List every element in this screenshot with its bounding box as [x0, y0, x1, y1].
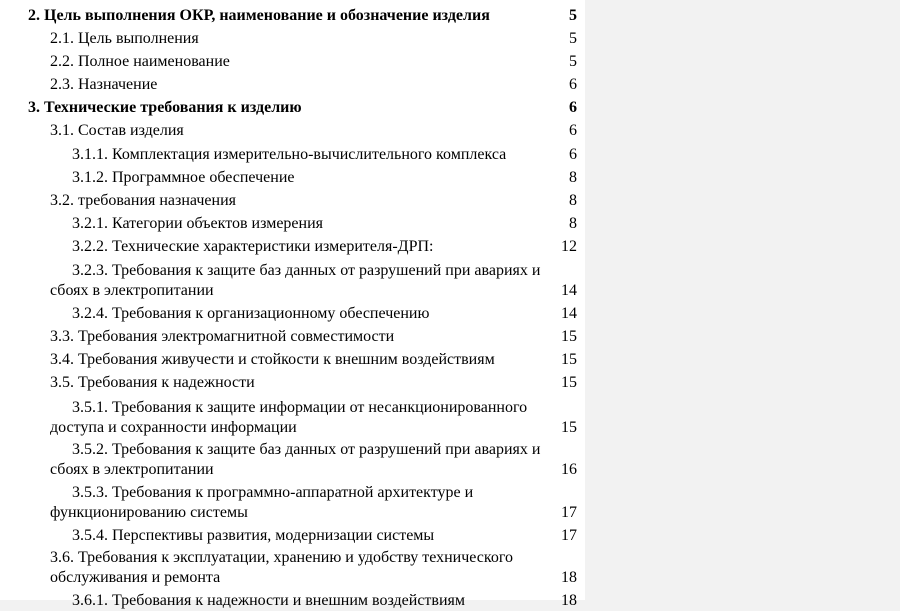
toc-entry-3-2-1[interactable] [72, 214, 577, 234]
toc-entry-page: 15 [561, 351, 577, 368]
toc-entry-title-continued: функционированию системы [50, 504, 248, 521]
toc-entry-page: 16 [561, 461, 577, 478]
toc-entry-page: 5 [569, 7, 577, 24]
toc-entry-title: 3.2.2. Технические характеристики измерителя-ДРП: [72, 238, 434, 255]
toc-entry-2-3[interactable] [50, 75, 577, 95]
toc-entry-page: 18 [561, 569, 577, 586]
toc-entry-page: 6 [569, 146, 577, 163]
toc-entry-page: 5 [569, 53, 577, 70]
toc-entry-title: 3.2.3. Требования к защите баз данных от разрушений при авариях и [72, 262, 541, 279]
toc-entry-3-2-2[interactable] [72, 237, 577, 257]
toc-entry-3-1[interactable] [50, 121, 577, 141]
toc-entry-title: 3.2.1. Категории объектов измерения [72, 215, 324, 232]
toc-entry-title: 2.2. Полное наименование [50, 53, 230, 70]
toc-entry-3-5[interactable] [50, 373, 577, 393]
toc-entry-3-2-4[interactable] [72, 304, 577, 324]
toc-entry-title: 3.6. Требования к эксплуатации, хранению и удобству технического [50, 549, 514, 566]
toc-entry-title-continued: доступа и сохранности информации [50, 419, 297, 436]
toc-entry-3-2[interactable] [50, 191, 577, 211]
toc-entry-3-1-1[interactable] [72, 145, 577, 165]
toc-entry-title: 3.2.4. Требования к организационному обеспечению [72, 305, 430, 322]
toc-entry-title: 3.1.1. Комплектация измерительно-вычислительного комплекса [72, 146, 507, 163]
toc-entry-page: 14 [561, 305, 577, 322]
toc-entry-title: 3.3. Требования электромагнитной совместимости [50, 328, 395, 345]
toc-entry-title: 2.1. Цель выполнения [50, 30, 199, 47]
toc-entry-3-5-3[interactable] [50, 483, 577, 523]
toc-entry-3-2-3[interactable] [50, 261, 577, 301]
toc-entry-page: 15 [561, 328, 577, 345]
toc-entry-3-6-1[interactable] [72, 591, 577, 611]
toc-entry-page: 8 [569, 192, 577, 209]
toc-entry-page: 8 [569, 169, 577, 186]
toc-entry-title-continued: сбоях в электропитании [50, 461, 214, 478]
toc-entry-page: 8 [569, 215, 577, 232]
toc-entry-page: 17 [561, 527, 577, 544]
toc-entry-page: 6 [569, 122, 577, 139]
toc-entry-title: 3.5.3. Требования к программно-аппаратной архитектуре и [72, 484, 474, 501]
toc-entry-title: 3. Технические требования к изделию [28, 99, 302, 116]
toc-entry-page: 15 [561, 374, 577, 391]
toc-entry-title: 3.5. Требования к надежности [50, 374, 255, 391]
toc-entry-title: 3.5.2. Требования к защите баз данных от разрушений при авариях и [72, 441, 541, 458]
toc-entry-title: 3.5.4. Перспективы развития, модернизации системы [72, 527, 435, 544]
toc-entry-page: 18 [561, 592, 577, 609]
toc-entry-3-5-4[interactable] [72, 526, 577, 546]
toc-entry-3[interactable] [28, 98, 577, 118]
toc-entry-3-1-2[interactable] [72, 168, 577, 188]
toc-entry-title: 3.2. требования назначения [50, 192, 236, 209]
toc-entry-page: 17 [561, 504, 577, 521]
toc-entry-2-1[interactable] [50, 29, 577, 49]
toc-entry-page: 12 [561, 238, 577, 255]
toc-entry-3-6[interactable] [50, 548, 577, 588]
toc-entry-3-3[interactable] [50, 327, 577, 347]
toc-entry-title: 3.6.1. Требования к надежности и внешним воздействиям [72, 592, 466, 609]
toc-entry-3-4[interactable] [50, 350, 577, 370]
toc-entry-title: 3.1.2. Программное обеспечение [72, 169, 295, 186]
toc-entry-page: 14 [561, 282, 577, 299]
toc-entry-page: 5 [569, 30, 577, 47]
toc-entry-3-5-2[interactable] [50, 440, 577, 480]
toc-entry-title: 3.5.1. Требования к защите информации от несанкционированного [72, 399, 528, 416]
toc-entry-title: 3.4. Требования живучести и стойкости к внешним воздействиям [50, 351, 495, 368]
toc-entry-page: 15 [561, 419, 577, 436]
toc-entry-2-2[interactable] [50, 52, 577, 72]
toc-entry-page: 6 [569, 99, 577, 116]
toc-entry-title-continued: сбоях в электропитании [50, 282, 214, 299]
toc-entry-title: 3.1. Состав изделия [50, 122, 184, 139]
toc-entry-3-5-1[interactable] [50, 398, 577, 438]
toc-entry-title: 2. Цель выполнения ОКР, наименование и обозначение изделия [28, 7, 490, 24]
toc-entry-2[interactable] [28, 6, 577, 26]
toc-entry-title: 2.3. Назначение [50, 76, 158, 93]
toc-entry-page: 6 [569, 76, 577, 93]
toc-entry-title-continued: обслуживания и ремонта [50, 569, 221, 586]
